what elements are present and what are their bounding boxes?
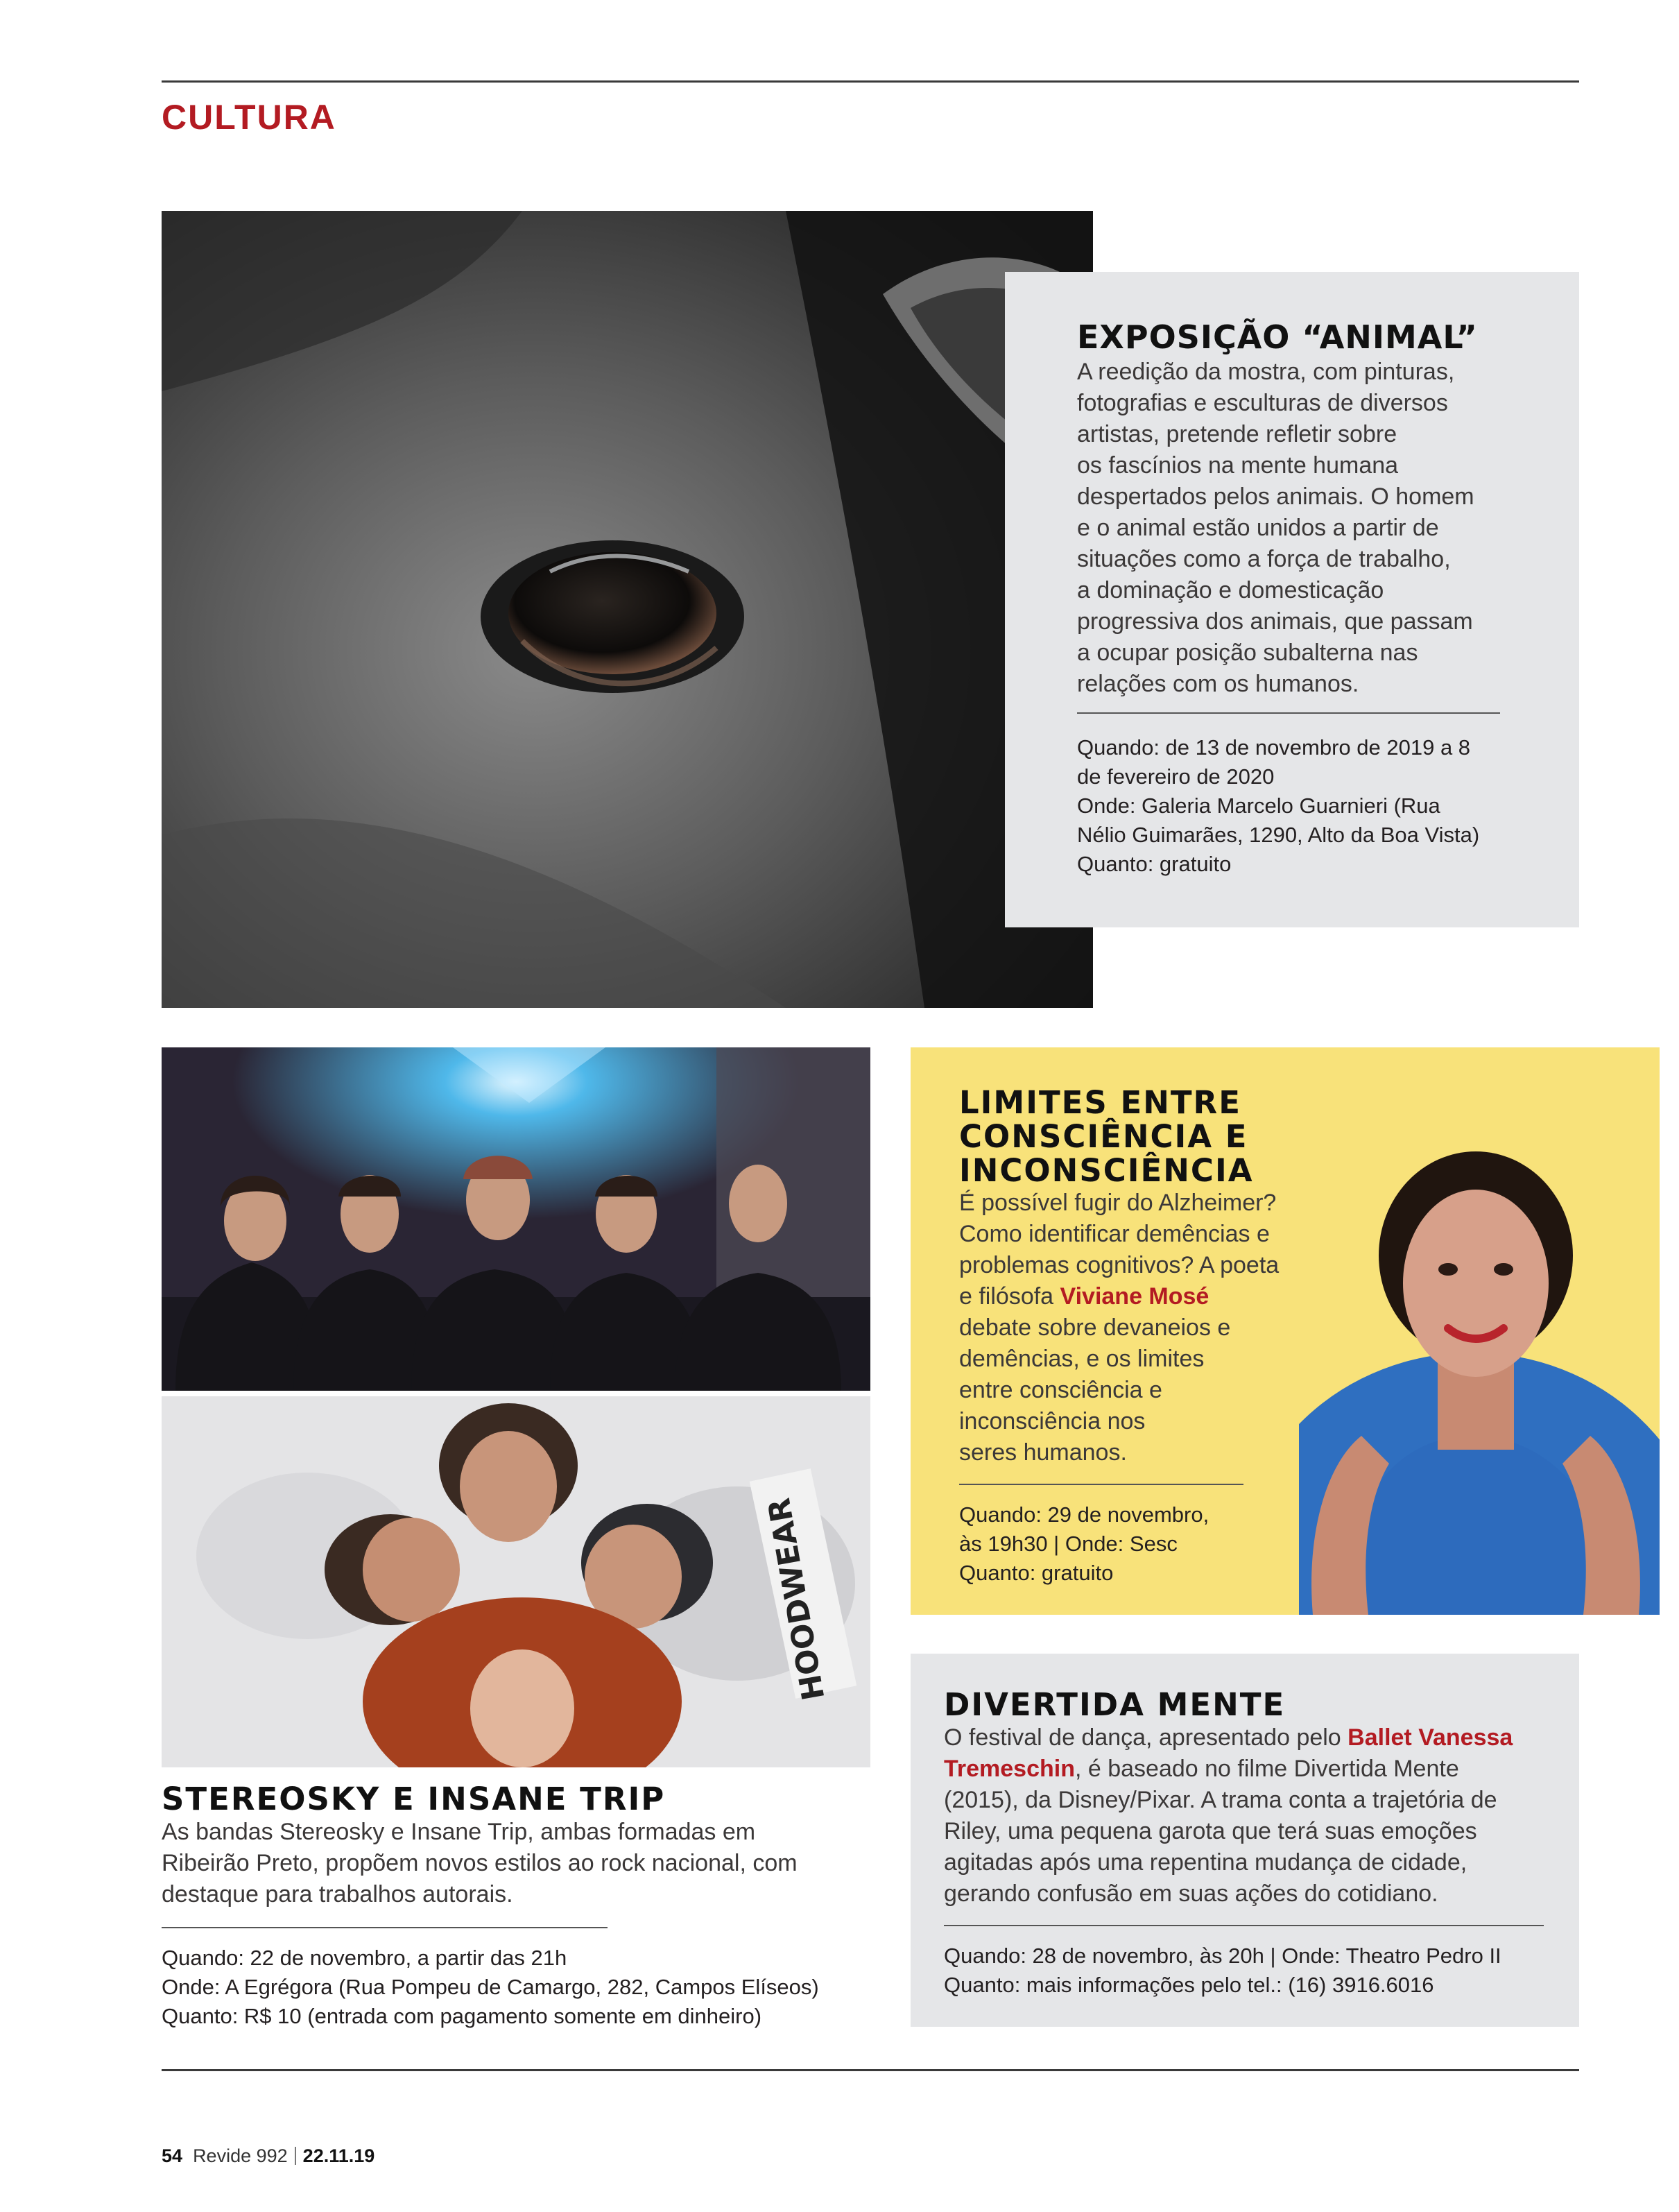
text-line: gerando confusão em suas ações do cotidiano. [944,1880,1438,1907]
text-line: agitadas após uma repentina mudança de cidade, [944,1849,1467,1876]
viviane-mose-photo [1299,1047,1660,1615]
info-line: de fevereiro de 2020 [1077,764,1275,789]
text-line [944,1754,1568,1785]
text-line: demências, e os limites [959,1346,1205,1372]
title-line: LIMITES ENTRE [959,1084,1241,1121]
text-fragment: e filósofa [959,1283,1060,1310]
exposicao-animal-title: EXPOSIÇÃO “ANIMAL” [1077,318,1478,356]
text-fragment: O festival de dança, apresentado pelo [944,1724,1348,1751]
highlighted-name: Ballet Vanessa [1347,1724,1513,1751]
limites-title [959,1086,1347,1188]
text-line: entre consciência e [959,1377,1162,1403]
text-line: relações com os humanos. [1077,670,1359,697]
page-number: 54 [162,2145,183,2166]
shirt-brand-text: HOODWEAR [761,1495,832,1704]
text-line: situações como a força de trabalho, [1077,545,1451,572]
band-photo-lying [162,1396,870,1767]
divertida-mente-text [944,1722,1568,1910]
stereosky-info [162,1944,876,2031]
stereosky-section [162,1783,876,2031]
info-line: Nélio Guimarães, 1290, Alto da Boa Vista) [1077,822,1480,847]
stereosky-text [162,1817,876,1910]
text-line: As bandas Stereosky e Insane Trip, ambas formadas em [162,1818,756,1845]
divider [959,1484,1243,1485]
page-footer [162,2145,374,2167]
top-rule [162,80,1579,83]
text-line: destaque para trabalhos autorais. [162,1880,513,1907]
divider [1077,712,1500,714]
info-line: Onde: A Egrégora (Rua Pompeu de Camargo, 282, Campos Elíseos) [162,1974,819,1999]
text-line: Ribeirão Preto, propõem novos estilos ao rock nacional, com [162,1849,798,1876]
exposicao-animal-box [1005,272,1579,927]
issue-date: 22.11.19 [302,2145,375,2166]
info-line: Quando: de 13 de novembro de 2019 a 8 [1077,735,1471,760]
info-line: Quando: 28 de novembro, às 20h | Onde: Theatro Pedro II [944,1943,1501,1968]
text-line: A reedição da mostra, com pinturas, [1077,358,1455,385]
bottom-rule [162,2069,1579,2071]
exposicao-animal-text [1077,357,1562,700]
exposicao-animal-info [1077,733,1562,879]
text-line: inconsciência nos [959,1408,1146,1434]
info-line: Quanto: gratuito [959,1561,1114,1585]
info-line: Onde: Galeria Marcelo Guarnieri (Rua [1077,793,1440,818]
limites-info [959,1500,1347,1588]
info-line: Quanto: gratuito [1077,851,1232,876]
highlighted-name: Tremeschin [944,1755,1075,1782]
title-line: INCONSCIÊNCIA [959,1152,1254,1189]
magazine-issue: Revide 992 [193,2145,288,2166]
text-line: progressiva dos animais, que passam [1077,608,1473,635]
text-fragment: , é baseado no filme Divertida Mente [1074,1755,1459,1782]
limites-box [911,1047,1660,1615]
title-line: CONSCIÊNCIA E [959,1118,1248,1155]
text-line: a ocupar posição subalterna nas [1077,639,1418,666]
highlighted-name: Viviane Mosé [1060,1283,1209,1310]
text-line [944,1722,1568,1754]
limites-text [959,1188,1347,1468]
info-line: às 19h30 | Onde: Sesc [959,1532,1178,1556]
text-line: fotografias e esculturas de diversos [1077,389,1448,416]
band-photo-stage [162,1047,870,1391]
stereosky-title: STEREOSKY E INSANE TRIP [162,1781,666,1817]
text-line: Riley, uma pequena garota que terá suas emoções [944,1817,1477,1844]
footer-divider [295,2147,296,2165]
divertida-mente-box [911,1654,1579,2027]
text-line: artistas, pretende refletir sobre [1077,420,1397,447]
info-line: Quanto: R$ 10 (entrada com pagamento somente em dinheiro) [162,2003,762,2028]
text-line: Como identificar demências e [959,1221,1270,1247]
text-line [959,1281,1347,1312]
info-line: Quanto: mais informações pelo tel.: (16) 3916.6016 [944,1972,1434,1997]
text-line: debate sobre devaneios e [959,1314,1231,1341]
bull-eye-photo [162,211,1093,1008]
divertida-mente-title: DIVERTIDA MENTE [944,1686,1286,1723]
info-line: Quando: 22 de novembro, a partir das 21h [162,1945,567,1970]
text-line: É possível fugir do Alzheimer? [959,1190,1277,1216]
text-line: (2015), da Disney/Pixar. A trama conta a trajetória de [944,1786,1497,1813]
divider [944,1925,1544,1926]
text-line: os fascínios na mente humana [1077,452,1399,479]
text-line: despertados pelos animais. O homem [1077,483,1474,510]
text-line: seres humanos. [959,1439,1127,1466]
text-line: a dominação e domesticação [1077,576,1384,603]
text-line: problemas cognitivos? A poeta [959,1252,1280,1278]
section-label: CULTURA [162,98,336,137]
divider [162,1927,608,1928]
info-line: Quando: 29 de novembro, [959,1502,1209,1527]
text-line: e o animal estão unidos a partir de [1077,514,1439,541]
divertida-mente-info [944,1941,1568,2000]
